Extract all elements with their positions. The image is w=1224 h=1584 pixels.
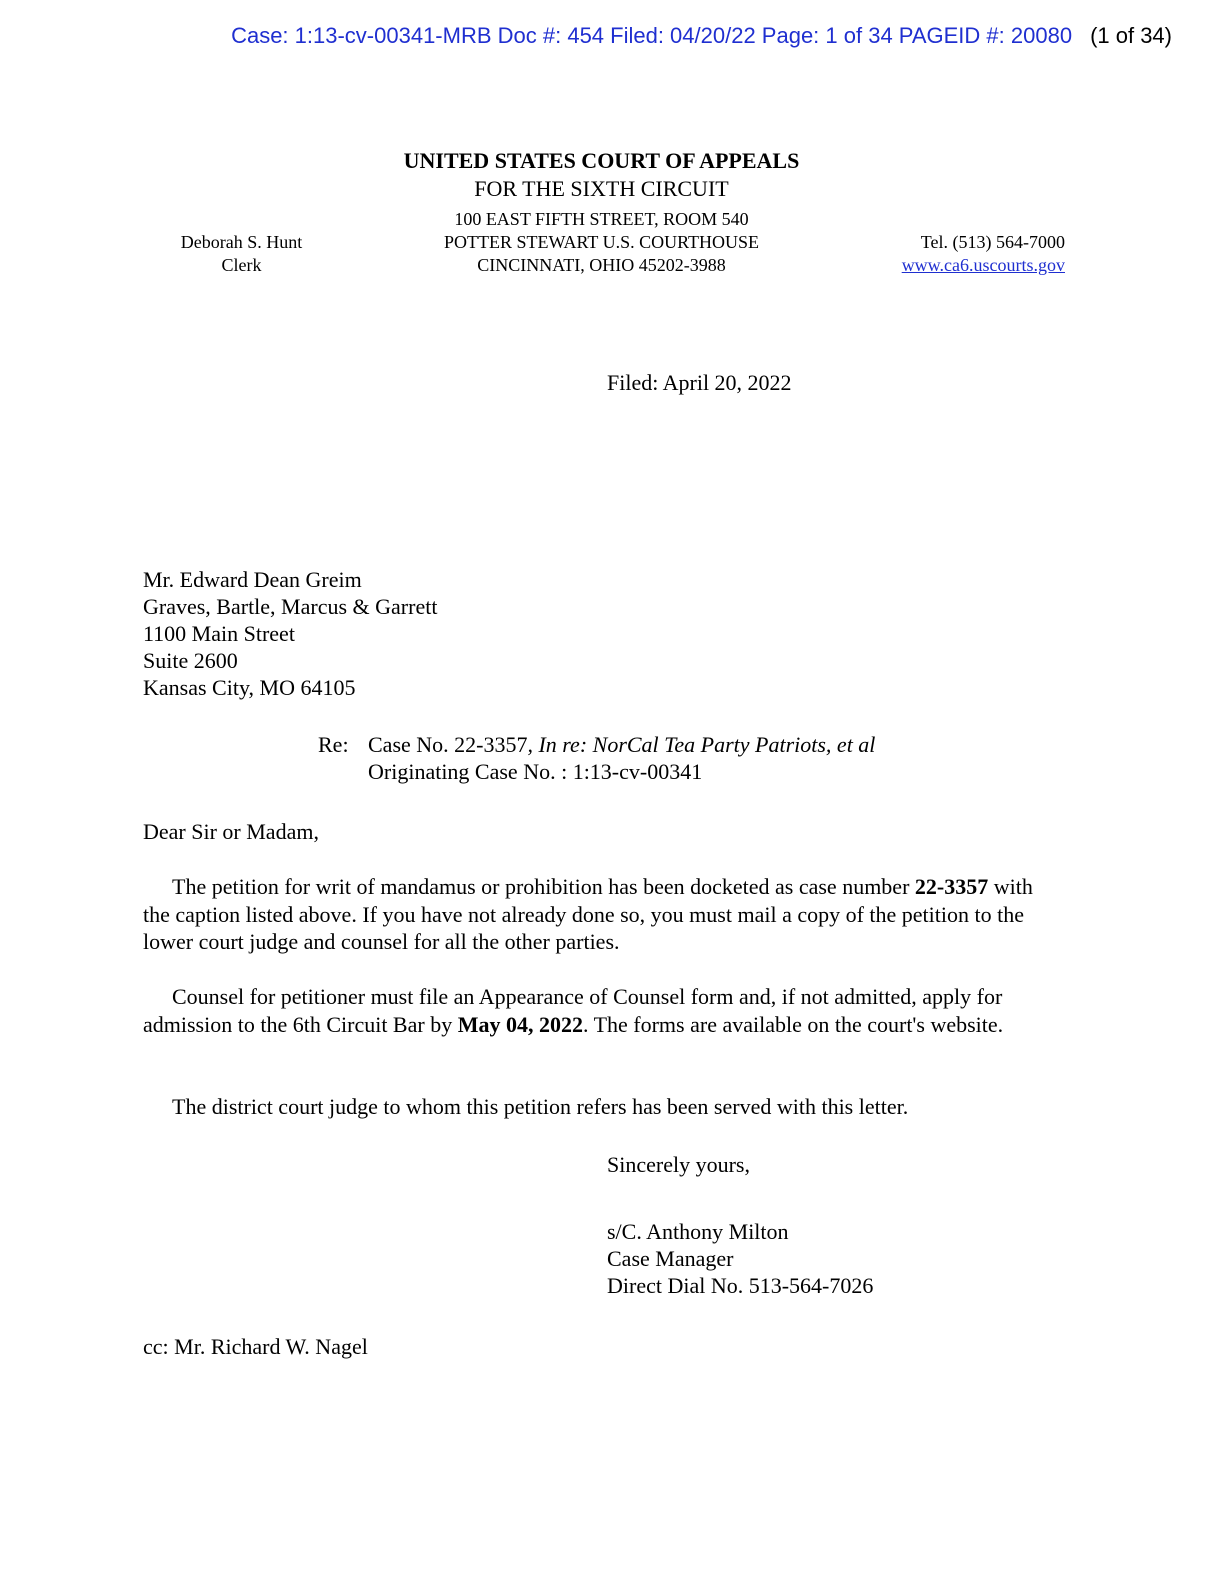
paragraph-service: The district court judge to whom this petition refers has been served with this letter. [172,1094,909,1119]
court-address-line-1: 100 EAST FIFTH STREET, ROOM 540 [454,209,749,229]
court-address-line-2: POTTER STEWART U.S. COURTHOUSE [443,232,760,252]
ecf-page-count: (1 of 34) [1090,23,1172,48]
clerk-block [140,231,343,277]
paragraph-1-text-after: with the caption listed above. If you have not already done so, you must mail a copy of the petition to the lower court judge and counsel for all the other parties. [143,874,1033,954]
cc-line: cc: Mr. Richard W. Nagel [143,1334,368,1359]
ecf-header-stamp [0,22,1172,50]
clerk-name: Deborah S. Hunt [180,232,303,252]
filed-date: Filed: April 20, 2022 [607,370,792,395]
court-website-link[interactable]: www.ca6.uscourts.gov [901,255,1065,275]
circuit-name: FOR THE SIXTH CIRCUIT [474,176,729,201]
signature-block [607,1218,873,1299]
re-case-number: Case No. 22-3357 [368,732,528,757]
paragraph-1-text-before: The petition for writ of mandamus or prohibition has been docketed as case number [172,874,915,899]
re-originating-case: Originating Case No. : 1:13-cv-00341 [368,759,703,784]
recipient-address [143,566,437,701]
recipient-name: Mr. Edward Dean Greim [143,567,362,592]
salutation: Dear Sir or Madam, [143,819,319,844]
signature-title: Case Manager [607,1246,734,1271]
paragraph-2-deadline: May 04, 2022 [457,1011,583,1037]
re-case-caption: , In re: NorCal Tea Party Patriots, et al [527,732,876,757]
ecf-case-stamp: Case: 1:13-cv-00341-MRB Doc #: 454 Filed: 04/20/22 Page: 1 of 34 PAGEID #: 20080 [231,23,1073,48]
paragraph-appearance [143,983,1058,1038]
paragraph-2-text-after: . The forms are available on the court's website. [582,1011,1004,1037]
court-name: UNITED STATES COURT OF APPEALS [403,148,800,173]
paragraph-2-text-before: Counsel for petitioner must file an Appearance of Counsel form and, if not admitted, apply for admission to the 6th Circuit Bar by [143,984,1003,1037]
clerk-title: Clerk [221,255,262,275]
re-case-line [368,731,875,758]
paragraph-1-case-number: 22-3357 [914,874,989,899]
court-address-line-3: CINCINNATI, OHIO 45202-3988 [477,255,726,275]
signature-phone: Direct Dial No. 513-564-7026 [607,1273,874,1298]
recipient-city-state-zip: Kansas City, MO 64105 [143,675,356,700]
re-label: Re: [318,732,349,757]
recipient-street: 1100 Main Street [143,621,295,646]
court-telephone: Tel. (513) 564-7000 [920,232,1065,252]
recipient-suite: Suite 2600 [143,648,238,673]
signature-name: s/C. Anthony Milton [607,1219,789,1244]
re-block [368,731,875,785]
paragraph-docketing [143,873,1058,956]
recipient-firm: Graves, Bartle, Marcus & Garrett [143,594,438,619]
closing: Sincerely yours, [607,1152,750,1177]
contact-block [902,231,1065,277]
